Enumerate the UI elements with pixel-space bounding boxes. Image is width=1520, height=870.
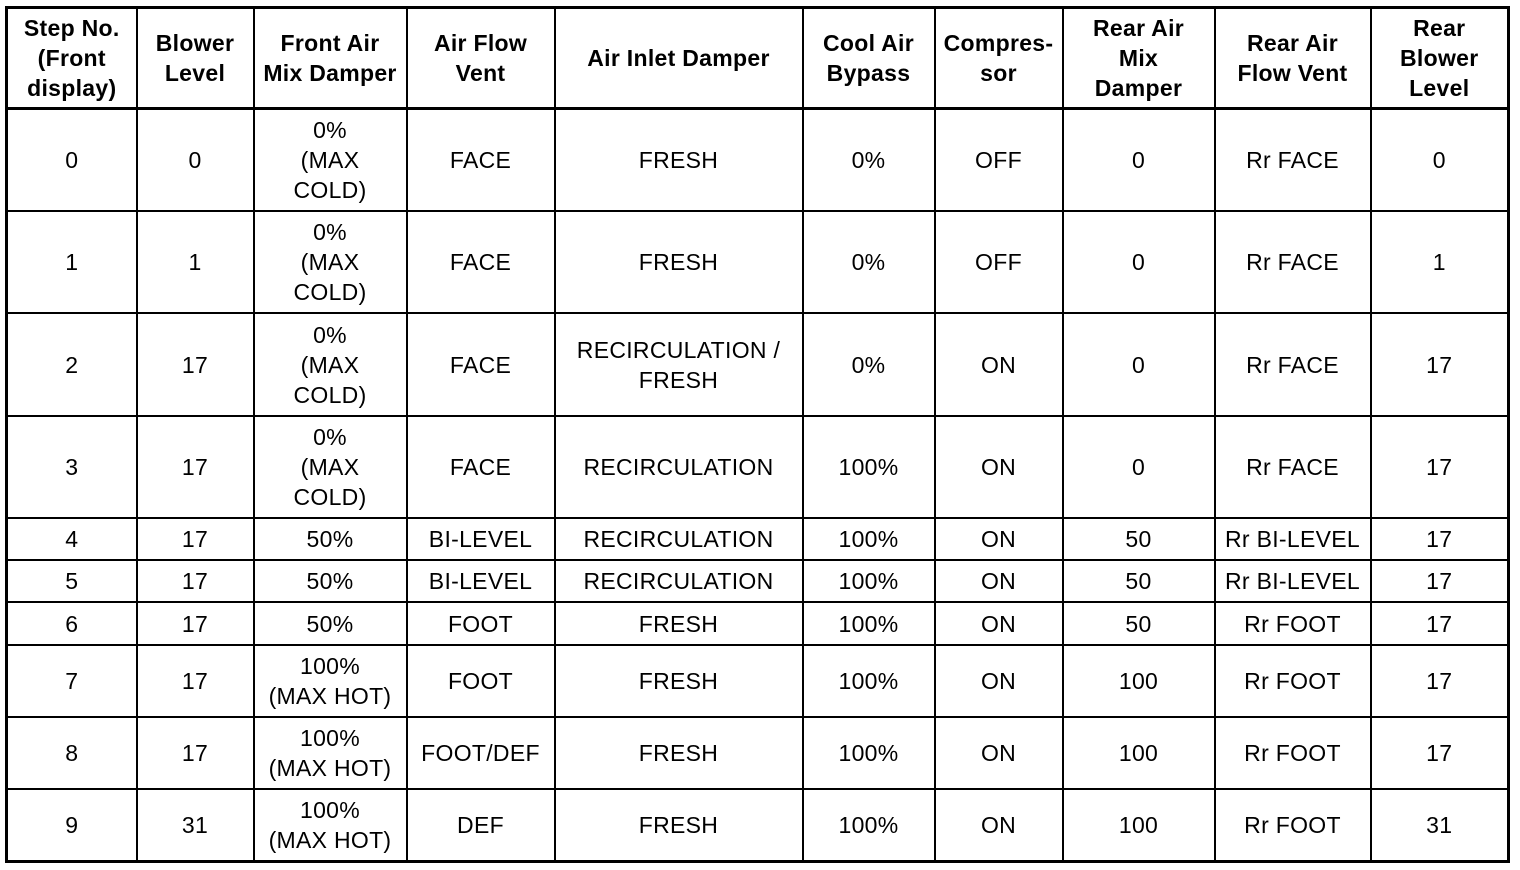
- compressor-cell: ON: [935, 518, 1063, 560]
- blower-level-cell: 17: [137, 518, 254, 560]
- header-rear-blower-level: Rear Blower Level: [1371, 8, 1509, 109]
- air-inlet-damper-cell: FRESH: [555, 211, 803, 313]
- step-no-cell: 1: [7, 211, 137, 313]
- table-row: [7, 560, 1509, 602]
- air-inlet-damper-cell: RECIRCULATION: [555, 416, 803, 518]
- step-no-cell: 3: [7, 416, 137, 518]
- rear-air-mix-damper-cell: 50: [1063, 602, 1215, 644]
- cool-air-bypass-cell: 0%: [803, 313, 935, 415]
- rear-air-flow-vent-cell: Rr BI-LEVEL: [1215, 518, 1371, 560]
- rear-blower-level-cell: 17: [1371, 518, 1509, 560]
- rear-blower-level-cell: 17: [1371, 645, 1509, 717]
- rear-air-mix-damper-cell: 50: [1063, 518, 1215, 560]
- compressor-cell: ON: [935, 313, 1063, 415]
- air-flow-vent-cell: BI-LEVEL: [407, 518, 555, 560]
- rear-air-flow-vent-cell: Rr FOOT: [1215, 789, 1371, 861]
- cool-air-bypass-cell: 0%: [803, 211, 935, 313]
- rear-air-mix-damper-cell: 100: [1063, 717, 1215, 789]
- air-inlet-damper-cell: FRESH: [555, 645, 803, 717]
- table-row: [7, 416, 1509, 518]
- header-step-no: Step No. (Front display): [7, 8, 137, 109]
- front-air-mix-damper-cell: 100% (MAX HOT): [254, 789, 407, 861]
- rear-blower-level-cell: 17: [1371, 416, 1509, 518]
- rear-blower-level-cell: 17: [1371, 717, 1509, 789]
- cool-air-bypass-cell: 100%: [803, 518, 935, 560]
- blower-level-cell: 0: [137, 109, 254, 211]
- rear-air-flow-vent-cell: Rr FOOT: [1215, 645, 1371, 717]
- front-air-mix-damper-cell: 0% (MAX COLD): [254, 211, 407, 313]
- header-front-air-mix-damper: Front Air Mix Damper: [254, 8, 407, 109]
- air-inlet-damper-cell: RECIRCULATION / FRESH: [555, 313, 803, 415]
- rear-air-flow-vent-cell: Rr FOOT: [1215, 717, 1371, 789]
- rear-air-flow-vent-cell: Rr FOOT: [1215, 602, 1371, 644]
- rear-air-flow-vent-cell: Rr BI-LEVEL: [1215, 560, 1371, 602]
- compressor-cell: ON: [935, 416, 1063, 518]
- cool-air-bypass-cell: 100%: [803, 645, 935, 717]
- cool-air-bypass-cell: 100%: [803, 602, 935, 644]
- cool-air-bypass-cell: 100%: [803, 560, 935, 602]
- front-air-mix-damper-cell: 0% (MAX COLD): [254, 416, 407, 518]
- table-row: [7, 518, 1509, 560]
- hvac-step-table: [5, 6, 1510, 863]
- air-flow-vent-cell: FOOT: [407, 602, 555, 644]
- rear-air-mix-damper-cell: 0: [1063, 109, 1215, 211]
- air-flow-vent-cell: FACE: [407, 313, 555, 415]
- step-no-cell: 9: [7, 789, 137, 861]
- blower-level-cell: 17: [137, 645, 254, 717]
- rear-air-flow-vent-cell: Rr FACE: [1215, 211, 1371, 313]
- rear-air-mix-damper-cell: 100: [1063, 789, 1215, 861]
- compressor-cell: ON: [935, 789, 1063, 861]
- cool-air-bypass-cell: 100%: [803, 416, 935, 518]
- air-inlet-damper-cell: FRESH: [555, 109, 803, 211]
- rear-air-mix-damper-cell: 0: [1063, 313, 1215, 415]
- rear-blower-level-cell: 31: [1371, 789, 1509, 861]
- air-flow-vent-cell: FOOT: [407, 645, 555, 717]
- front-air-mix-damper-cell: 0% (MAX COLD): [254, 109, 407, 211]
- step-no-cell: 5: [7, 560, 137, 602]
- header-air-inlet-damper: Air Inlet Damper: [555, 8, 803, 109]
- air-flow-vent-cell: FACE: [407, 109, 555, 211]
- blower-level-cell: 31: [137, 789, 254, 861]
- rear-blower-level-cell: 17: [1371, 560, 1509, 602]
- compressor-cell: ON: [935, 602, 1063, 644]
- blower-level-cell: 17: [137, 313, 254, 415]
- rear-air-mix-damper-cell: 0: [1063, 211, 1215, 313]
- header-row: [7, 8, 1509, 109]
- rear-air-flow-vent-cell: Rr FACE: [1215, 416, 1371, 518]
- air-inlet-damper-cell: FRESH: [555, 602, 803, 644]
- front-air-mix-damper-cell: 50%: [254, 560, 407, 602]
- compressor-cell: ON: [935, 560, 1063, 602]
- table-row: [7, 789, 1509, 861]
- rear-air-mix-damper-cell: 100: [1063, 645, 1215, 717]
- blower-level-cell: 17: [137, 602, 254, 644]
- step-no-cell: 4: [7, 518, 137, 560]
- document-page: [5, 6, 1507, 863]
- header-rear-air-flow-vent: Rear Air Flow Vent: [1215, 8, 1371, 109]
- compressor-cell: ON: [935, 645, 1063, 717]
- compressor-cell: OFF: [935, 211, 1063, 313]
- blower-level-cell: 17: [137, 560, 254, 602]
- air-flow-vent-cell: BI-LEVEL: [407, 560, 555, 602]
- header-air-flow-vent: Air Flow Vent: [407, 8, 555, 109]
- table-row: [7, 211, 1509, 313]
- front-air-mix-damper-cell: 0% (MAX COLD): [254, 313, 407, 415]
- header-rear-air-mix-damper: Rear Air Mix Damper: [1063, 8, 1215, 109]
- cool-air-bypass-cell: 0%: [803, 109, 935, 211]
- air-flow-vent-cell: FACE: [407, 211, 555, 313]
- cool-air-bypass-cell: 100%: [803, 789, 935, 861]
- front-air-mix-damper-cell: 50%: [254, 602, 407, 644]
- step-no-cell: 2: [7, 313, 137, 415]
- header-cool-air-bypass: Cool Air Bypass: [803, 8, 935, 109]
- rear-air-flow-vent-cell: Rr FACE: [1215, 313, 1371, 415]
- front-air-mix-damper-cell: 100% (MAX HOT): [254, 645, 407, 717]
- step-no-cell: 0: [7, 109, 137, 211]
- rear-air-flow-vent-cell: Rr FACE: [1215, 109, 1371, 211]
- compressor-cell: OFF: [935, 109, 1063, 211]
- air-inlet-damper-cell: RECIRCULATION: [555, 560, 803, 602]
- step-no-cell: 8: [7, 717, 137, 789]
- step-no-cell: 7: [7, 645, 137, 717]
- blower-level-cell: 17: [137, 416, 254, 518]
- table-row: [7, 717, 1509, 789]
- air-inlet-damper-cell: RECIRCULATION: [555, 518, 803, 560]
- header-compressor: Compres- sor: [935, 8, 1063, 109]
- air-inlet-damper-cell: FRESH: [555, 789, 803, 861]
- table-row: [7, 602, 1509, 644]
- table-body: [7, 109, 1509, 862]
- compressor-cell: ON: [935, 717, 1063, 789]
- blower-level-cell: 1: [137, 211, 254, 313]
- air-flow-vent-cell: FACE: [407, 416, 555, 518]
- header-blower-level: Blower Level: [137, 8, 254, 109]
- table-row: [7, 313, 1509, 415]
- rear-air-mix-damper-cell: 0: [1063, 416, 1215, 518]
- front-air-mix-damper-cell: 50%: [254, 518, 407, 560]
- blower-level-cell: 17: [137, 717, 254, 789]
- rear-blower-level-cell: 0: [1371, 109, 1509, 211]
- table-row: [7, 109, 1509, 211]
- rear-blower-level-cell: 17: [1371, 602, 1509, 644]
- air-flow-vent-cell: FOOT/DEF: [407, 717, 555, 789]
- rear-air-mix-damper-cell: 50: [1063, 560, 1215, 602]
- rear-blower-level-cell: 17: [1371, 313, 1509, 415]
- cool-air-bypass-cell: 100%: [803, 717, 935, 789]
- air-flow-vent-cell: DEF: [407, 789, 555, 861]
- air-inlet-damper-cell: FRESH: [555, 717, 803, 789]
- front-air-mix-damper-cell: 100% (MAX HOT): [254, 717, 407, 789]
- step-no-cell: 6: [7, 602, 137, 644]
- rear-blower-level-cell: 1: [1371, 211, 1509, 313]
- table-row: [7, 645, 1509, 717]
